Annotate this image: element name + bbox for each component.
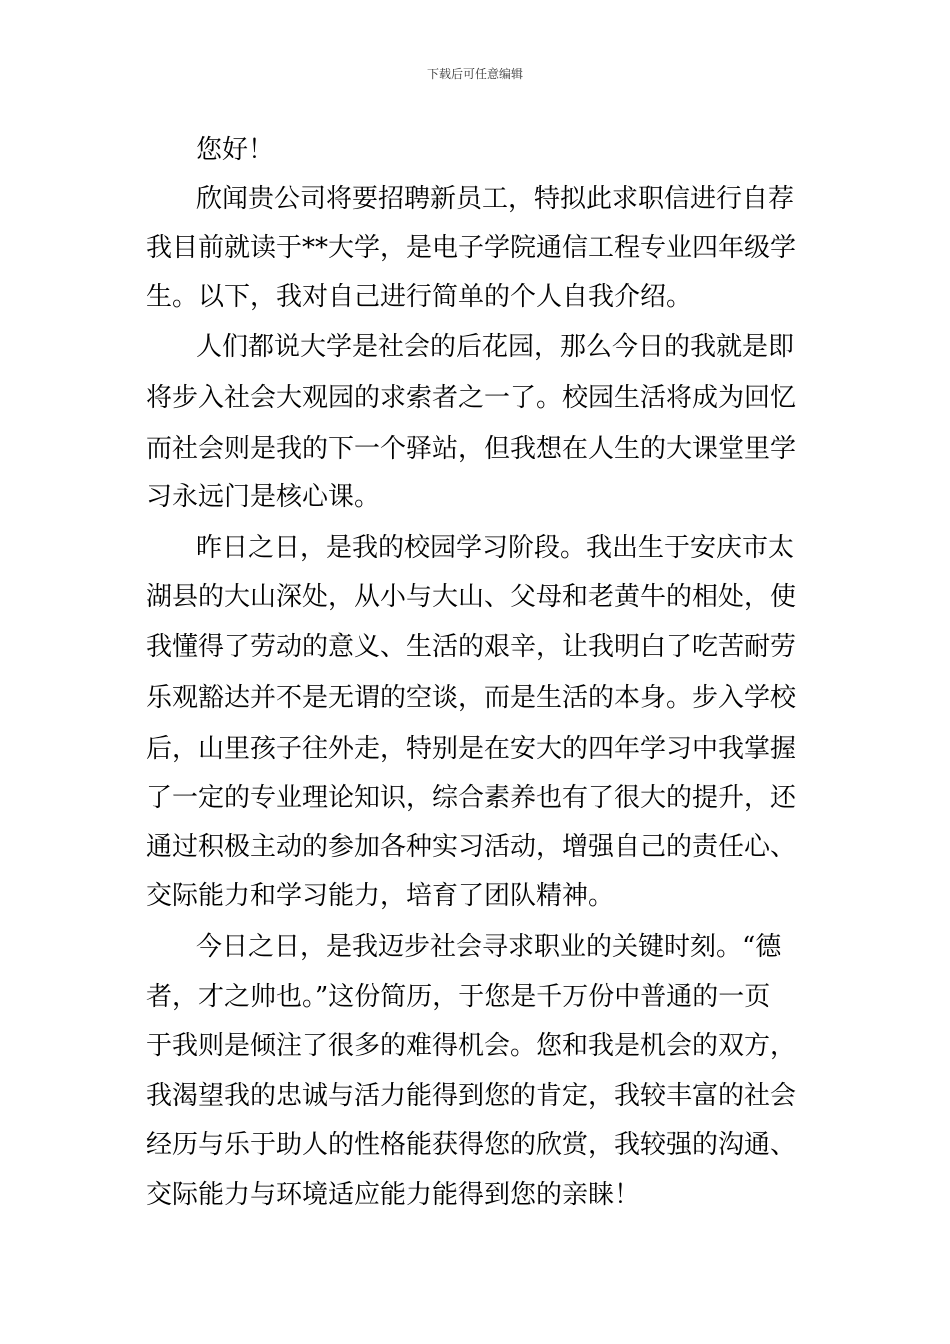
letter-line: 经历与乐于助人的性格能获得您的欣赏，我较强的沟通、 — [146, 1130, 797, 1160]
letter-line: 了一定的专业理论知识，综合素养也有了很大的提升，还 — [146, 783, 797, 813]
letter-line: 乐观豁达并不是无谓的空谈，而是生活的本身。步入学校 — [146, 683, 797, 713]
letter-line: 习永远门是核心课。 — [146, 482, 381, 512]
letter-line: 湖县的大山深处，从小与大山、父母和老黄牛的相处，使 — [146, 582, 797, 612]
page-header: 下载后可任意编辑 — [426, 67, 523, 81]
greeting: 您好！ — [196, 135, 275, 165]
letter-line: 交际能力和学习能力，培育了团队精神。 — [146, 881, 615, 911]
letter-line: 昨日之日，是我的校园学习阶段。我出生于安庆市太 — [196, 533, 795, 563]
letter-line: 我目前就读于**大学，是电子学院通信工程专业四年级学 — [146, 233, 797, 263]
letter-line: 欣闻贵公司将要招聘新员工，特拟此求职信进行自荐 — [196, 184, 795, 214]
letter-line: 将步入社会大观园的求索者之一了。校园生活将成为回忆 — [146, 383, 797, 413]
letter-line: 我懂得了劳动的意义、生活的艰辛，让我明白了吃苦耐劳 — [146, 632, 797, 662]
letter-line: 人们都说大学是社会的后花园，那么今日的我就是即 — [196, 332, 795, 362]
letter-line: 后，山里孩子往外走，特别是在安大的四年学习中我掌握 — [146, 734, 797, 764]
letter-line: 生。以下，我对自己进行简单的个人自我介绍。 — [146, 282, 693, 312]
letter-line: 于我则是倾注了很多的难得机会。您和我是机会的双方， — [146, 1031, 797, 1061]
letter-line: 通过积极主动的参加各种实习活动，增强自己的责任心、 — [146, 832, 797, 862]
letter-line: 我渴望我的忠诚与活力能得到您的肯定，我较丰富的社会 — [146, 1081, 797, 1111]
letter-line: 今日之日，是我迈步社会寻求职业的关键时刻。“德 — [196, 932, 782, 962]
letter-line: 而社会则是我的下一个驿站，但我想在人生的大课堂里学 — [146, 434, 797, 464]
letter-line: 交际能力与环境适应能力能得到您的亲睐！ — [146, 1180, 641, 1210]
letter-line: 者，才之帅也。”这份简历，于您是千万份中普通的一页 — [146, 982, 771, 1012]
